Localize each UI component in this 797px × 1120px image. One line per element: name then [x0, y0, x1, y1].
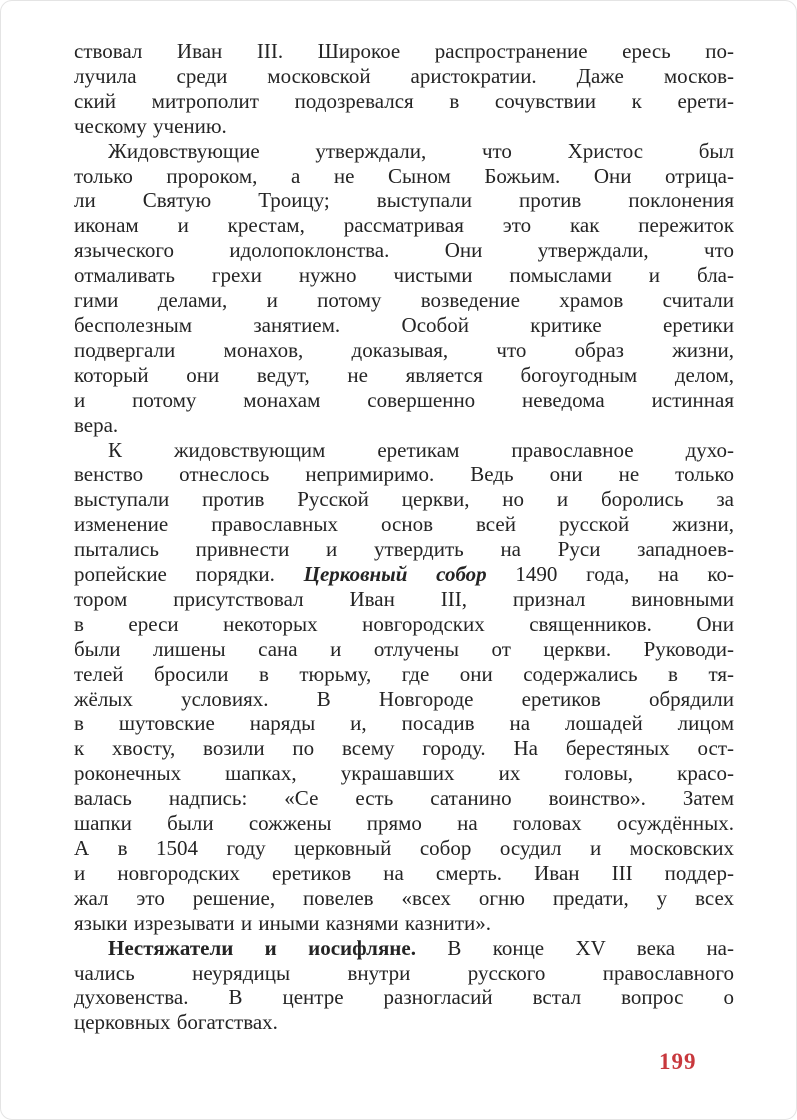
text-segment: были лишены сана и отлучены от церкви. Руководи-: [74, 636, 734, 661]
text-line: [74, 139, 734, 164]
text-segment: К жидовствующим еретикам православное духо-: [108, 437, 734, 462]
text-line: [74, 238, 734, 263]
text-line: [74, 512, 734, 537]
text-segment: отмаливать грехи нужно чистыми помыслами и бла-: [74, 263, 734, 288]
text-line: [74, 587, 734, 612]
text-segment: тором присутствовал Иван III, признал виновными: [74, 586, 734, 611]
text-line: [74, 64, 734, 89]
text-segment: в ереси некоторых новгородских священников. Они: [74, 611, 734, 636]
text-line: [74, 462, 734, 487]
text-segment: шапки были сожжены прямо на головах осуждённых.: [74, 811, 734, 836]
paragraph: [74, 936, 734, 1036]
text-segment: роконечных шапках, украшавших их головы, красо-: [74, 761, 734, 786]
text-line: [74, 487, 734, 512]
text-segment: изменение православных основ всей русской жизни,: [74, 512, 734, 537]
text-line: [74, 363, 734, 388]
text-segment: чались неурядицы внутри русского православного: [74, 960, 734, 985]
text-line: [74, 388, 734, 413]
text-segment: бесполезным занятием. Особой критике еретики: [74, 312, 734, 337]
text-line: [74, 985, 734, 1010]
paragraph: [74, 39, 734, 139]
page-number: 199: [659, 1049, 697, 1074]
text-segment: пытались привнести и утвердить на Руси западноев-: [74, 537, 734, 562]
text-line: [74, 338, 734, 363]
text-line: [74, 811, 734, 836]
text-segment: лучила среди московской аристократии. Даже москов-: [74, 63, 734, 88]
text-segment: 1490 года, на ко-: [486, 562, 735, 587]
text-segment: и новгородских еретиков на смерть. Иван III поддер-: [74, 860, 734, 885]
text-segment: венство отнеслось непримиримо. Ведь они не только: [74, 462, 734, 487]
text-line: [74, 911, 734, 936]
text-segment: церковных богатствах.: [74, 1010, 278, 1035]
emphasized-text: Нестяжатели и иосифляне.: [108, 935, 416, 960]
text-segment: который они ведут, не является богоугодным делом,: [74, 362, 734, 387]
text-segment: жал это решение, повелев «всех огню предати, у всех: [74, 885, 734, 910]
text-segment: к хвосту, возили по всему городу. На берестяных ост-: [74, 736, 734, 761]
text-line: [74, 164, 734, 189]
text-line: [74, 836, 734, 861]
text-segment: ческому учению.: [74, 113, 227, 138]
text-line: [74, 612, 734, 637]
text-line: [74, 761, 734, 786]
text-line: [74, 637, 734, 662]
text-segment: ли Святую Троицу; выступали против поклонения: [74, 188, 734, 213]
text-segment: только пророком, а не Сыном Божьим. Они отрица-: [74, 163, 734, 188]
text-line: [74, 1010, 734, 1035]
text-segment: языки изрезывати и иными казнями казнити».: [74, 910, 492, 935]
text-segment: В конце XV века на-: [415, 935, 734, 960]
text-segment: подвергали монахов, доказывая, что образ жизни,: [74, 337, 734, 362]
text-line: [74, 961, 734, 986]
text-segment: телей бросили в тюрьму, где они содержались в тя-: [74, 661, 734, 686]
text-line: [74, 413, 734, 438]
text-segment: языческого идолопоклонства. Они утверждали, что: [74, 238, 734, 263]
text-line: [74, 711, 734, 736]
text-line: [74, 936, 734, 961]
text-segment: валась надпись: «Се есть сатанино воинство». Затем: [74, 786, 734, 811]
text-line: [74, 288, 734, 313]
paragraph: [74, 438, 734, 936]
text-line: [74, 188, 734, 213]
text-line: [74, 687, 734, 712]
text-segment: ропейские порядки.: [74, 562, 304, 587]
text-segment: ский митрополит подозревался в сочувствии к ерети-: [74, 88, 734, 113]
text-segment: иконам и крестам, рассматривая это как пережиток: [74, 213, 734, 238]
text-line: [74, 313, 734, 338]
text-segment: жёлых условиях. В Новгороде еретиков обрядили: [74, 686, 734, 711]
text-segment: в шутовские наряды и, посадив на лошадей лицом: [74, 711, 734, 736]
text-line: [74, 736, 734, 761]
text-line: [74, 886, 734, 911]
text-segment: Жидовствующие утверждали, что Христос был: [108, 138, 734, 163]
text-segment: вера.: [74, 412, 119, 437]
text-line: [74, 263, 734, 288]
text-line: [74, 438, 734, 463]
text-segment: ствовал Иван III. Широкое распространение ересь по-: [74, 39, 734, 63]
text-line: [74, 213, 734, 238]
text-line: [74, 537, 734, 562]
text-segment: и потому монахам совершенно неведома истинная: [74, 387, 734, 412]
text-segment: А в 1504 году церковный собор осудил и московских: [74, 836, 734, 860]
text-segment: выступали против Русской церкви, но и боролись за: [74, 487, 734, 512]
text-line: [74, 662, 734, 687]
text-line: [74, 89, 734, 114]
text-line: [74, 114, 734, 139]
text-line: [74, 562, 734, 587]
text-segment: гими делами, и потому возведение храмов считали: [74, 288, 734, 313]
text-line: [74, 786, 734, 811]
text-segment: духовенства. В центре разногласий встал вопрос о: [74, 985, 734, 1010]
text-line: [74, 39, 734, 64]
text-line: [74, 861, 734, 886]
paragraph: [74, 139, 734, 438]
emphasized-text: Церковный собор: [303, 562, 487, 587]
body-text: [74, 39, 734, 1035]
